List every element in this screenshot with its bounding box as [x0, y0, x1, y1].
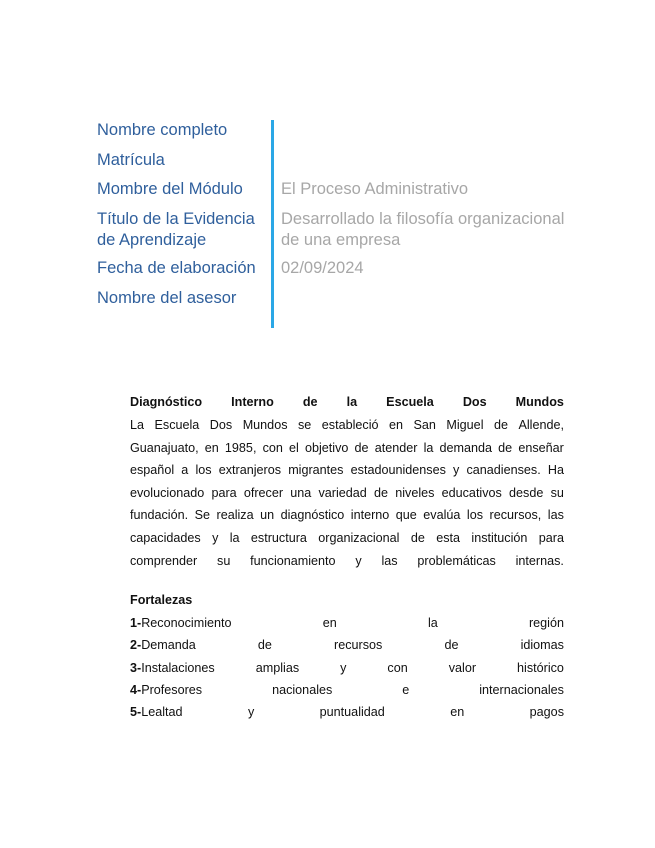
- cover-divider-line: [271, 120, 274, 328]
- paragraph-word: Dos: [209, 418, 233, 432]
- list-item-word: [130, 701, 183, 723]
- paragraph-word: a: [181, 463, 189, 478]
- paragraph-word: su: [217, 553, 231, 568]
- paragraph-word: un: [260, 508, 275, 523]
- title-word: Escuela: [386, 395, 434, 409]
- paragraph-word: la: [229, 530, 240, 545]
- paragraph-word: se: [297, 418, 312, 432]
- list-item-number: 3-: [130, 660, 142, 675]
- paragraph-line: [130, 482, 564, 505]
- list-item-word: valor: [448, 660, 477, 675]
- paragraph-word: las: [547, 508, 564, 523]
- list-item-word: puntualidad: [319, 705, 385, 720]
- paragraph-word: enseñar: [518, 440, 564, 455]
- list-item-number: 2-: [130, 638, 142, 653]
- paragraph-word: para: [538, 530, 564, 545]
- list-item-number: 5-: [130, 705, 142, 720]
- list-item-word: [130, 679, 202, 701]
- paragraph-word: y: [355, 553, 362, 568]
- paragraph-word: estructura: [250, 530, 307, 545]
- list-item-word: en: [450, 705, 465, 720]
- paragraph-word: comprender: [130, 553, 198, 568]
- paragraph-word: canadienses.: [466, 463, 541, 478]
- paragraph-word: funcionamiento: [250, 553, 336, 568]
- paragraph-word: atender: [374, 440, 418, 455]
- value-titulo-evidencia-line1: Desarrollado la filosofía organizacional: [281, 210, 565, 228]
- paragraph-word: Mundos: [242, 418, 288, 432]
- list-item-word: de: [444, 638, 459, 653]
- paragraph-word: institución: [471, 530, 528, 545]
- paragraph-word: que: [395, 508, 417, 523]
- strengths-heading: Fortalezas: [130, 593, 193, 607]
- list-item-word: internacionales: [479, 682, 564, 697]
- paragraph-word: extranjeros: [218, 463, 282, 478]
- paragraph-word: de: [493, 418, 508, 432]
- list-item: [130, 657, 564, 679]
- list-item-word: y: [247, 705, 255, 720]
- list-item-word: [130, 657, 215, 679]
- paragraph-word: Miguel: [446, 418, 484, 432]
- value-modulo: El Proceso Administrativo: [281, 180, 469, 198]
- paragraph-word: problemáticas: [417, 553, 496, 568]
- diagnostic-title: [130, 391, 564, 413]
- paragraph-word: el: [289, 440, 299, 455]
- paragraph-word: estableció: [321, 418, 379, 432]
- list-item-word: e: [402, 682, 410, 697]
- paragraph-word: diagnóstico: [280, 508, 345, 523]
- list-item-text: Instalaciones: [141, 660, 215, 675]
- paragraph-word: la: [423, 440, 434, 455]
- paragraph-line: [130, 414, 564, 437]
- list-item-text: Reconocimiento: [141, 616, 232, 630]
- list-item-word: [130, 612, 232, 634]
- paragraph-word: 1985,: [224, 440, 257, 455]
- paragraph-word: demanda: [439, 440, 493, 455]
- paragraph-word: y: [212, 530, 219, 545]
- list-item: [130, 679, 564, 701]
- value-fecha: 02/09/2024: [281, 259, 364, 277]
- paragraph-word: La: [130, 418, 145, 432]
- value-titulo-evidencia-line2: de una empresa: [281, 231, 401, 249]
- paragraph-line: [130, 550, 564, 573]
- label-fecha: Fecha de elaboración: [97, 259, 256, 277]
- diagnostic-paragraph: [130, 414, 564, 572]
- list-item: [130, 612, 564, 634]
- paragraph-word: una: [290, 485, 312, 500]
- paragraph-word: ofrecer: [243, 485, 284, 500]
- list-item-word: nacionales: [272, 682, 333, 697]
- list-item-word: [130, 634, 196, 656]
- paragraph-word: objetivo: [304, 440, 349, 455]
- list-item-number: 4-: [130, 682, 142, 697]
- paragraph-word: evalúa: [423, 508, 461, 523]
- title-word: la: [346, 395, 358, 409]
- paragraph-line: [130, 459, 564, 482]
- label-titulo-evidencia: [97, 209, 267, 251]
- paragraph-word: internas.: [515, 553, 564, 568]
- paragraph-word: realiza: [216, 508, 254, 523]
- paragraph-word: Guanajuato,: [130, 440, 199, 455]
- paragraph-word: organizacional: [318, 530, 400, 545]
- paragraph-word: San: [413, 418, 436, 432]
- list-item-text: Demanda: [141, 638, 196, 653]
- list-item-word: amplias: [255, 660, 300, 675]
- paragraph-word: variedad: [318, 485, 367, 500]
- cover-info-table: [0, 0, 655, 340]
- paragraph-word: de: [410, 530, 425, 545]
- list-item-word: recursos: [334, 638, 383, 653]
- label-asesor: Nombre del asesor: [97, 289, 237, 307]
- paragraph-word: esta: [436, 530, 461, 545]
- value-titulo-evidencia: [281, 209, 611, 251]
- list-item: [130, 701, 564, 723]
- paragraph-word: interno: [350, 508, 390, 523]
- paragraph-word: evolucionado: [130, 485, 205, 500]
- paragraph-line: [130, 504, 564, 527]
- list-item: [130, 634, 564, 656]
- paragraph-word: en: [204, 440, 219, 455]
- list-item-word: la: [427, 616, 438, 630]
- paragraph-word: Ha: [547, 463, 564, 478]
- paragraph-word: los: [195, 463, 212, 478]
- paragraph-word: niveles: [395, 485, 435, 500]
- paragraph-line: [130, 527, 564, 550]
- paragraph-word: las: [381, 553, 398, 568]
- list-item-word: región: [528, 616, 564, 630]
- paragraph-word: fundación.: [130, 508, 189, 523]
- title-word: Mundos: [515, 395, 564, 409]
- paragraph-word: su: [550, 485, 564, 500]
- label-modulo: Mombre del Módulo: [97, 180, 243, 198]
- paragraph-word: y: [453, 463, 460, 478]
- label-matricula: Matrícula: [97, 151, 165, 169]
- list-item-word: idiomas: [520, 638, 564, 653]
- list-item-word: pagos: [529, 705, 564, 720]
- paragraph-word: con: [262, 440, 283, 455]
- title-word: de: [302, 395, 318, 409]
- strengths-list: [130, 612, 564, 723]
- paragraph-word: recursos,: [489, 508, 542, 523]
- paragraph-word: capacidades: [130, 530, 201, 545]
- paragraph-word: de: [374, 485, 389, 500]
- paragraph-word: desde: [509, 485, 544, 500]
- paragraph-word: estadounidenses: [350, 463, 446, 478]
- title-word: Diagnóstico: [130, 395, 203, 409]
- paragraph-word: Se: [194, 508, 211, 523]
- paragraph-word: para: [211, 485, 237, 500]
- paragraph-line: [130, 437, 564, 460]
- list-item-word: y: [340, 660, 347, 675]
- paragraph-word: Escuela: [154, 418, 200, 432]
- list-item-word: de: [257, 638, 272, 653]
- paragraph-word: español: [130, 463, 175, 478]
- list-item-number: 1-: [130, 616, 142, 630]
- paragraph-word: educativos: [441, 485, 502, 500]
- paragraph-word: los: [466, 508, 484, 523]
- label-nombre-completo: Nombre completo: [97, 121, 228, 139]
- label-titulo-evidencia-line2: de Aprendizaje: [97, 231, 207, 249]
- list-item-text: Profesores: [141, 682, 203, 697]
- list-item-word: histórico: [517, 660, 564, 675]
- title-word: Dos: [462, 395, 487, 409]
- list-item-word: con: [387, 660, 408, 675]
- title-word: Interno: [231, 395, 274, 409]
- paragraph-word: en: [388, 418, 403, 432]
- label-titulo-evidencia-line1: Título de la Evidencia: [97, 210, 255, 228]
- paragraph-word: de: [498, 440, 513, 455]
- paragraph-word: de: [354, 440, 369, 455]
- paragraph-word: migrantes: [288, 463, 344, 478]
- list-item-text: Lealtad: [141, 705, 183, 720]
- list-item-word: en: [322, 616, 337, 630]
- paragraph-word: Allende,: [518, 418, 564, 432]
